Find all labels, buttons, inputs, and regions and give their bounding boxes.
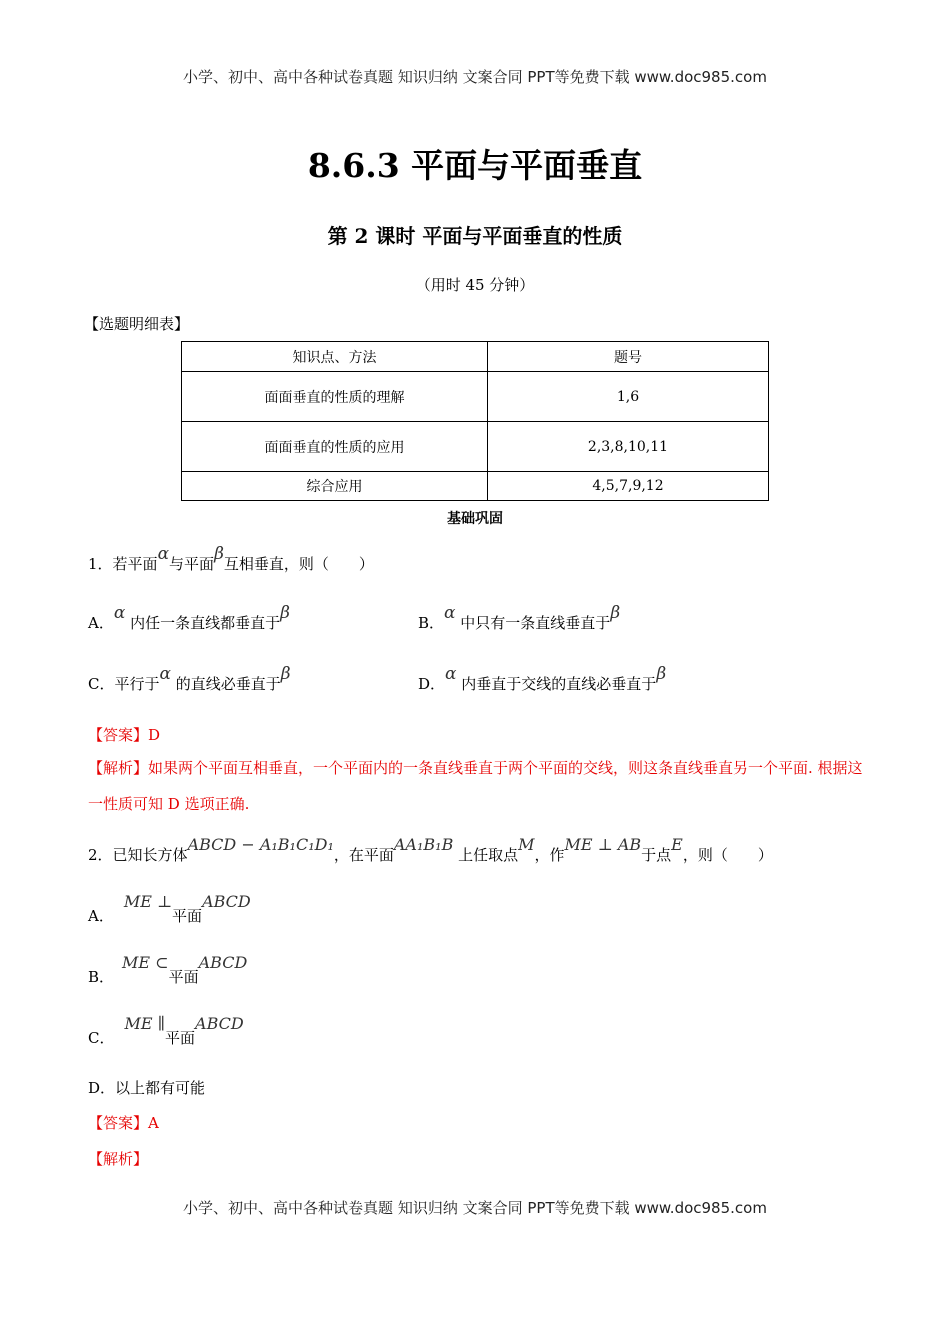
table-header-row	[182, 342, 769, 372]
option-text: 中只有一条直线垂直于	[460, 614, 611, 632]
math-alpha: α	[159, 664, 171, 684]
option-text: 平面	[165, 1029, 196, 1047]
option-letter: A．	[88, 614, 114, 632]
option-text: 平行于	[114, 675, 160, 693]
lesson-subtitle: 第 2 课时 平面与平面垂直的性质	[327, 224, 623, 248]
q1-analysis: 【解析】如果两个平面互相垂直，一个平面内的一条直线垂直于两个平面的交线，则这条直线垂直另一个平面. 根据这一性质可知 D 选项正确.	[88, 759, 863, 813]
option-letter: D．	[88, 1079, 116, 1097]
math-expression: ME ⊥	[123, 892, 173, 911]
stem-text: ，作	[534, 846, 565, 864]
table-cell: 4,5,7,9,12	[488, 472, 769, 501]
q1-option-a	[88, 603, 290, 633]
table-cell: 面面垂直的性质的应用	[182, 422, 488, 472]
option-letter: A．	[88, 907, 114, 925]
stem-text: 于点	[641, 846, 672, 864]
math-expression: AA₁B₁B	[393, 835, 454, 854]
table-cell: 综合应用	[182, 472, 488, 501]
q1-answer: 【答案】D	[88, 726, 161, 744]
option-text: 的直线必垂直于	[175, 675, 281, 693]
math-beta: β	[610, 603, 621, 623]
option-letter: C．	[88, 675, 115, 693]
math-beta: β	[214, 544, 224, 564]
math-expression: M	[518, 835, 535, 854]
math-expression: ABCD	[202, 892, 251, 911]
stem-text: 互相垂直，则（ ）	[223, 555, 374, 573]
table-header-topic: 知识点、方法	[182, 342, 488, 372]
stem-text: 上任取点	[458, 846, 519, 864]
table-cell: 2,3,8,10,11	[488, 422, 769, 472]
math-alpha: α	[444, 603, 456, 623]
q2-analysis-label: 【解析】	[88, 1150, 149, 1168]
math-beta: β	[280, 664, 291, 684]
math-alpha: α	[157, 544, 170, 564]
option-text: 内任一条直线都垂直于	[130, 614, 281, 632]
math-expression: E	[671, 835, 683, 854]
math-expression: ME ⊂	[122, 953, 169, 972]
q2-option-a	[88, 892, 251, 926]
math-beta: β	[280, 603, 290, 623]
math-expression: ABCD	[195, 1014, 244, 1033]
q2-option-c	[88, 1014, 244, 1048]
page-footer: 小学、初中、高中各种试卷真题 知识归纳 文案合同 PPT等免费下载 www.doc985.com	[183, 1199, 767, 1217]
table-cell: 面面垂直的性质的理解	[182, 372, 488, 422]
table-header-number: 题号	[488, 342, 769, 372]
page-title: 8.6.3 平面与平面垂直	[307, 146, 643, 185]
topic-table	[181, 341, 769, 501]
table-row	[182, 422, 769, 472]
option-text: 内垂直于交线的直线必垂直于	[461, 675, 657, 693]
math-alpha: α	[445, 664, 457, 684]
option-letter: D．	[418, 675, 446, 693]
section-title: 基础巩固	[447, 511, 503, 527]
stem-text: ，则（ ）	[682, 846, 773, 864]
option-letter: C．	[88, 1029, 115, 1047]
option-text: 平面	[168, 968, 199, 986]
time-note: （用时 45 分钟）	[415, 276, 535, 294]
table-row	[182, 372, 769, 422]
q1-option-d	[418, 664, 667, 694]
option-text: 以上都有可能	[115, 1079, 206, 1097]
q2-option-b	[88, 953, 248, 987]
stem-text: ，在平面	[333, 846, 394, 864]
table-row	[182, 472, 769, 501]
option-letter: B．	[418, 614, 445, 632]
math-beta: β	[656, 664, 667, 684]
table-cell: 1,6	[488, 372, 769, 422]
math-expression: ME ∥	[124, 1014, 166, 1033]
question-number: 1．	[88, 555, 113, 573]
option-text: 平面	[172, 907, 203, 925]
math-alpha: α	[113, 603, 126, 623]
q1-option-c	[88, 664, 291, 694]
question-1-stem	[88, 544, 374, 574]
table-label: 【选题明细表】	[84, 315, 190, 333]
q2-answer: 【答案】A	[88, 1114, 159, 1132]
question-2-stem	[88, 835, 773, 865]
page-header: 小学、初中、高中各种试卷真题 知识归纳 文案合同 PPT等免费下载 www.doc985.com	[183, 68, 767, 86]
math-expression: ME ⊥ AB	[564, 835, 642, 854]
math-expression: ABCD − A₁B₁C₁D₁	[187, 835, 334, 854]
q2-option-d	[88, 1077, 205, 1098]
option-letter: B．	[88, 968, 115, 986]
q1-option-b	[418, 603, 621, 633]
stem-text: 已知长方体	[112, 846, 188, 864]
stem-text: 若平面	[112, 555, 158, 573]
question-number: 2．	[88, 846, 113, 864]
math-expression: ABCD	[198, 953, 248, 972]
stem-text: 与平面	[169, 555, 215, 573]
